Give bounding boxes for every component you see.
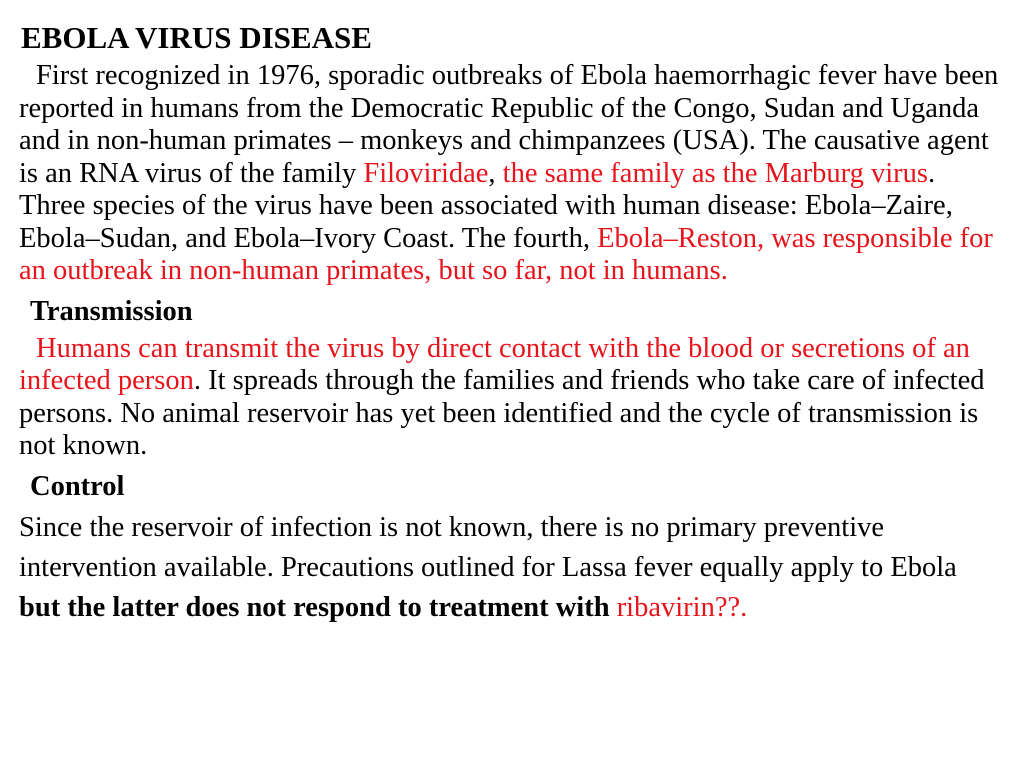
control-text-1: Since the reservoir of infection is not known, there is no primary preventive intervention available. Precautions outlined for Lassa fever equally apply to Ebola <box>19 511 957 583</box>
intro-highlight-marburg: the same family as the Marburg virus <box>502 157 928 189</box>
control-highlight-ribavirin: ribavirin??. <box>616 591 748 623</box>
intro-highlight-filoviridae: Filoviridae <box>363 157 489 189</box>
control-heading: Control <box>30 470 125 502</box>
transmission-paragraph <box>19 333 1004 463</box>
page-title: EBOLA VIRUS DISEASE <box>21 20 372 55</box>
intro-text-3: . Three species of the virus have been associated with human disease: Ebola–Zaire, Ebola–Sudan, and Ebola–Ivory Coast. The fourth, <box>19 157 953 254</box>
intro-text-1: First recognized in 1976, sporadic outbreaks of Ebola haemorrhagic fever have been reported in humans from the Democratic Republic of the Congo, Sudan and Uganda and in non-human primates – monkeys and chimpanzees (USA). The causative agent is an RNA virus of the family <box>19 60 999 189</box>
control-paragraph <box>19 508 1004 628</box>
transmission-heading: Transmission <box>30 295 193 327</box>
intro-highlight-reston: Ebola–Reston, was responsible for an outbreak in non-human primates, but so far, not in humans. <box>19 222 993 286</box>
transmission-text: . It spreads through the families and friends who take care of infected persons. No animal reservoir has yet been identified and the cycle of transmission is not known. <box>19 365 985 461</box>
intro-text-2: , <box>488 157 503 189</box>
intro-paragraph <box>19 60 1004 288</box>
control-text-2 <box>610 592 617 623</box>
transmission-highlight: Humans can transmit the virus by direct contact with the blood or secretions of an infected person <box>19 332 970 396</box>
control-bold-text: but the latter does not respond to treatment with <box>19 591 610 623</box>
